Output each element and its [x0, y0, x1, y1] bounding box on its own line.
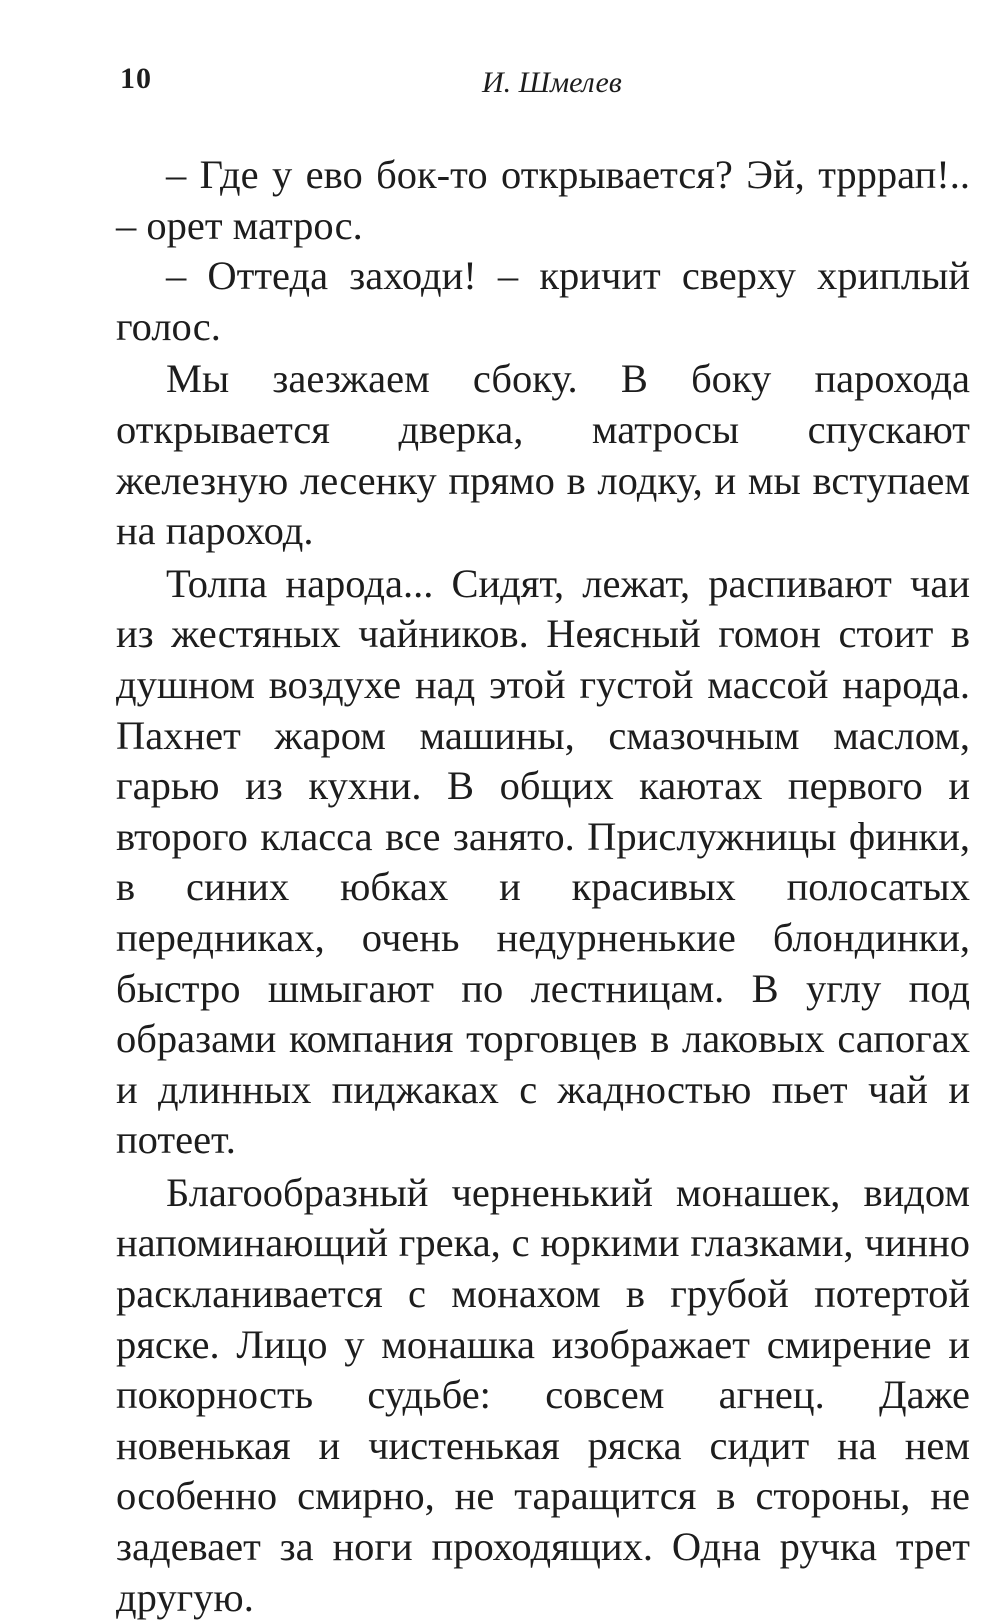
paragraph: Мы заезжаем сбоку. В боку парохода открывается дверка, матросы спускают железную лесенку прямо в лодку, и мы вступаем на пароход.	[116, 356, 970, 554]
paragraph: – Где у ево бок-то открывается? Эй, трррап!.. – орет матрос.	[116, 152, 970, 248]
page-header	[116, 0, 970, 150]
body-text	[116, 150, 970, 1623]
running-head-author: И. Шмелев	[482, 66, 622, 99]
paragraph: Толпа народа... Сидят, лежат, распивают чаи из жестяных чайников. Неясный гомон стоит в душном воздухе над этой густой массой народа. Пахнет жаром машины, смазочным маслом, гарью из кухни. В общих каютах первого и второго класса все занято. Прислужницы финки, в синих юбках и красивых полосатых передниках, очень недурненькие блондинки, быстро шмыгают по лестницам. В углу под образами компания торговцев в лаковых сапогах и длинных пиджаках с жадностью пьет чай и потеет.	[116, 560, 970, 1163]
paragraph: – Оттеда заходи! – кричит сверху хриплый голос.	[116, 253, 970, 349]
page-number: 10	[120, 62, 152, 95]
paragraph: Благообразный черненький монашек, видом напоминающий грека, с юркими глазками, чинно раскланивается с монахом в грубой потертой ряске. Лицо у монашка изображает смирение и покорность судьбе: совсем агнец. Даже новенькая и чистенькая ряска сидит на нем особенно смирно, не таращится в стороны, не задевает за ноги проходящих. Одна ручка трет другую.	[116, 1169, 970, 1620]
